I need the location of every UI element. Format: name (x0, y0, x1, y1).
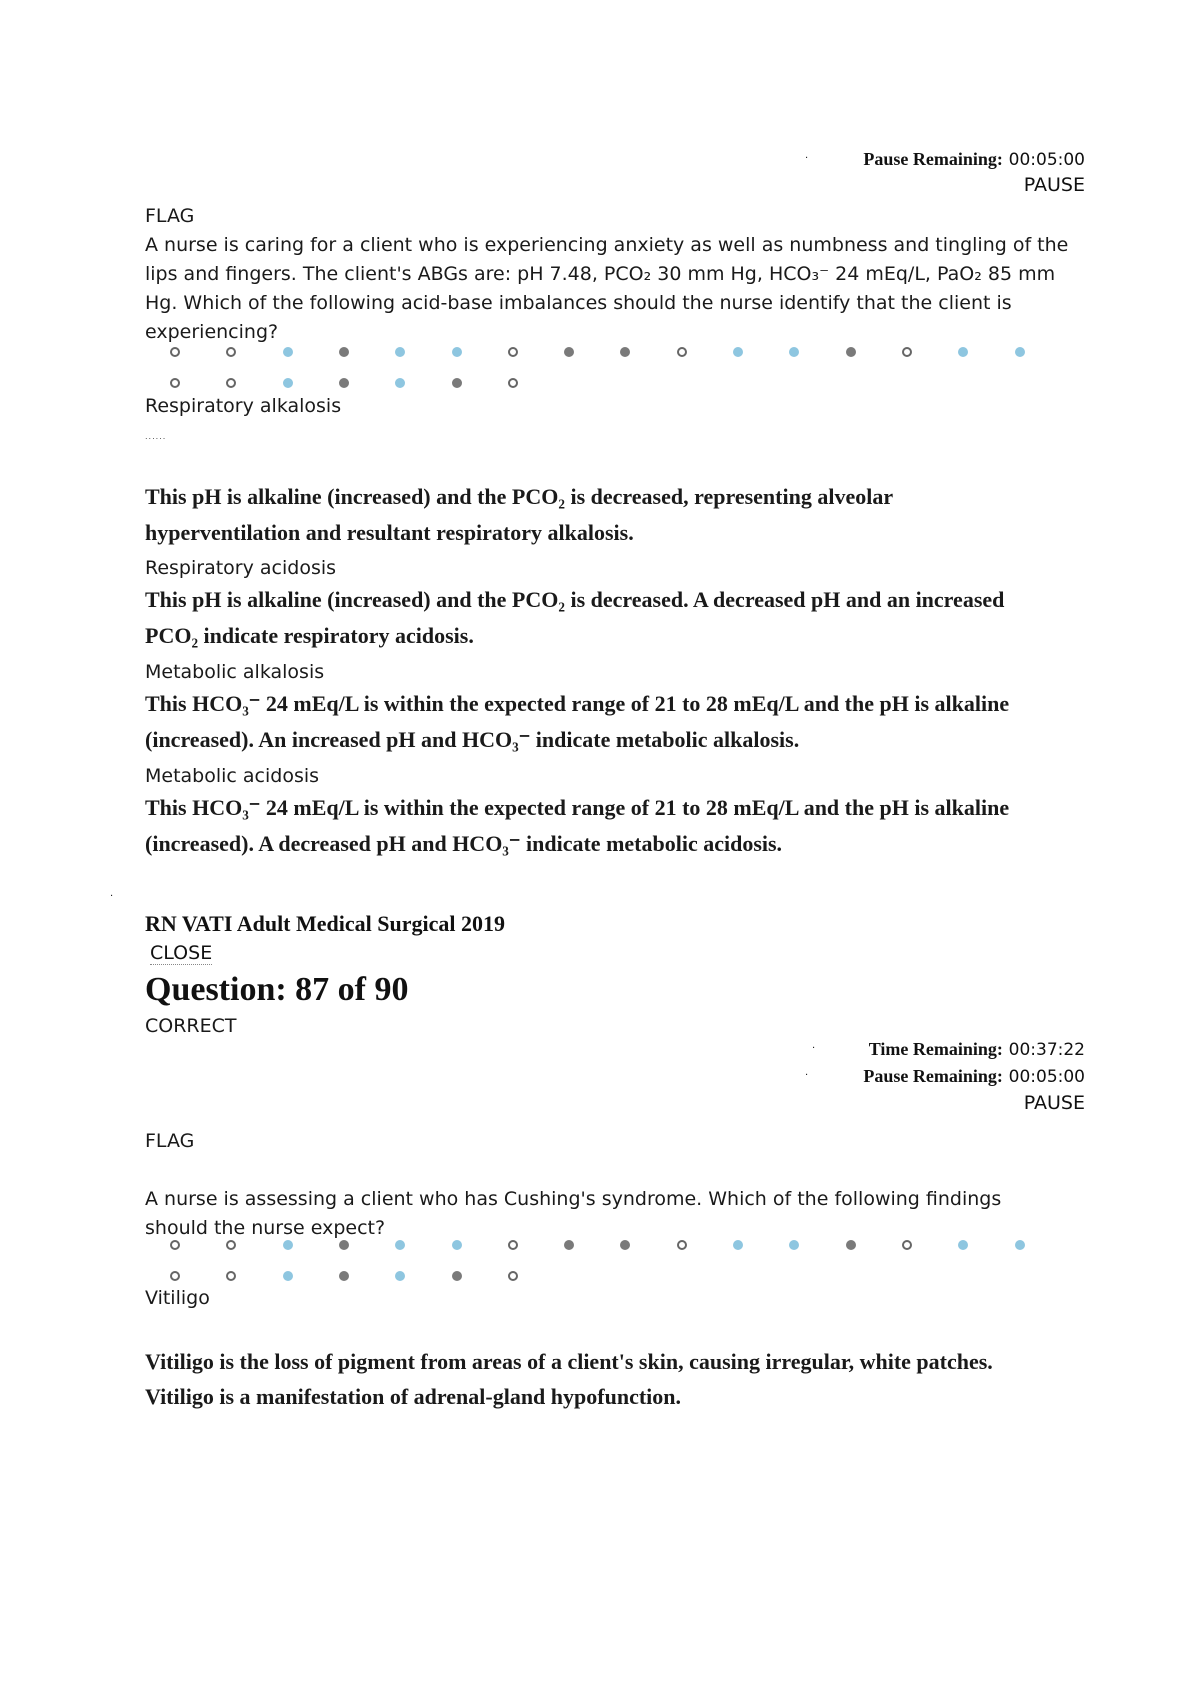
question-line: should the nurse expect? (145, 1217, 386, 1239)
time-remaining (869, 1036, 1085, 1063)
progress-dot[interactable] (170, 1240, 180, 1250)
progress-dot[interactable] (395, 1240, 405, 1250)
option-rationale (145, 479, 1095, 551)
progress-dot[interactable] (508, 378, 518, 388)
answer-option-label[interactable]: Metabolic acidosis (145, 765, 320, 787)
question-line: experiencing? (145, 321, 279, 343)
question-heading: Question: 87 of 90 (145, 971, 409, 1008)
progress-dot[interactable] (958, 347, 968, 357)
progress-dot[interactable] (846, 1240, 856, 1250)
option-rationale (145, 790, 1095, 862)
progress-dot[interactable] (1015, 347, 1025, 357)
rationale-line: hyperventilation and resultant respiratory alkalosis. (145, 520, 634, 545)
progress-dot[interactable] (339, 1240, 349, 1250)
progress-dot[interactable] (283, 347, 293, 357)
rationale-line: This pH is alkaline (increased) and the PCO₂ is decreased. A decreased pH and an increased (145, 587, 1005, 612)
progress-dot[interactable] (339, 1271, 349, 1281)
progress-dot[interactable] (339, 378, 349, 388)
pause-remaining-label: Pause Remaining: (863, 149, 1003, 169)
question-text (145, 231, 1085, 347)
progress-dot[interactable] (508, 1271, 518, 1281)
list-bullet: · (812, 1043, 816, 1054)
progress-dot[interactable] (677, 347, 687, 357)
progress-dot[interactable] (395, 378, 405, 388)
flag-button[interactable]: FLAG (145, 1130, 195, 1152)
progress-dot[interactable] (508, 347, 518, 357)
progress-dot[interactable] (226, 1271, 236, 1281)
course-title: RN VATI Adult Medical Surgical 2019 (145, 911, 505, 936)
progress-dot[interactable] (170, 378, 180, 388)
rationale-line: Vitiligo is a manifestation of adrenal-gland hypofunction. (145, 1384, 682, 1409)
progress-dot[interactable] (846, 347, 856, 357)
question-line: A nurse is caring for a client who is experiencing anxiety as well as numbness and tingling of the (145, 234, 1069, 256)
option-rationale (145, 686, 1095, 758)
progress-dot[interactable] (226, 347, 236, 357)
progress-dot[interactable] (564, 347, 574, 357)
progress-dot[interactable] (620, 1240, 630, 1250)
progress-dot[interactable] (452, 1271, 462, 1281)
progress-dot[interactable] (564, 1240, 574, 1250)
time-remaining-value: 00:37:22 (1008, 1040, 1085, 1060)
close-button-wrap[interactable] (150, 940, 212, 966)
progress-dot[interactable] (452, 347, 462, 357)
progress-dot[interactable] (226, 378, 236, 388)
list-bullet: · (805, 153, 809, 164)
list-bullet: · (110, 891, 114, 902)
pause-remaining-label: Pause Remaining: (863, 1066, 1003, 1086)
progress-dot[interactable] (733, 347, 743, 357)
progress-dot[interactable] (452, 1240, 462, 1250)
progress-dot[interactable] (508, 1240, 518, 1250)
rationale-line: (increased). A decreased pH and HCO₃⁻ indicate metabolic acidosis. (145, 831, 783, 856)
answer-option-label[interactable]: Metabolic alkalosis (145, 661, 325, 683)
pause-button[interactable]: PAUSE (1023, 1092, 1085, 1114)
answer-option-label[interactable]: Vitiligo (145, 1287, 210, 1309)
rationale-line: This HCO₃⁻ 24 mEq/L is within the expected range of 21 to 28 mEq/L and the pH is alkaline (145, 795, 1010, 820)
progress-dot[interactable] (283, 1240, 293, 1250)
answer-option-label[interactable]: Respiratory acidosis (145, 557, 337, 579)
pause-remaining-value: 00:05:00 (1008, 1067, 1085, 1087)
progress-dot[interactable] (339, 347, 349, 357)
flag-button[interactable]: FLAG (145, 205, 195, 227)
progress-dot[interactable] (1015, 1240, 1025, 1250)
progress-dot[interactable] (170, 347, 180, 357)
answer-option-label[interactable]: Respiratory alkalosis (145, 395, 342, 417)
option-rationale (145, 582, 1095, 654)
progress-dot[interactable] (789, 1240, 799, 1250)
question-line: lips and fingers. The client's ABGs are: pH 7.48, PCO₂ 30 mm Hg, HCO₃⁻ 24 mEq/L, PaO₂ 85 mm (145, 263, 1056, 285)
list-bullet: · (805, 1070, 809, 1081)
question-line: Hg. Which of the following acid-base imbalances should the nurse identify that the client is (145, 292, 1012, 314)
progress-dot[interactable] (958, 1240, 968, 1250)
pause-remaining-value: 00:05:00 (1008, 150, 1085, 170)
rationale-line: This HCO₃⁻ 24 mEq/L is within the expected range of 21 to 28 mEq/L and the pH is alkaline (145, 691, 1010, 716)
progress-dot[interactable] (620, 347, 630, 357)
progress-dot[interactable] (283, 1271, 293, 1281)
progress-dot[interactable] (395, 1271, 405, 1281)
progress-dot[interactable] (789, 347, 799, 357)
progress-dot[interactable] (226, 1240, 236, 1250)
close-button[interactable]: CLOSE (150, 942, 213, 964)
option-marker: ...... (145, 432, 167, 441)
progress-dot[interactable] (902, 347, 912, 357)
option-rationale (145, 1344, 1095, 1414)
progress-dot[interactable] (395, 347, 405, 357)
pause-remaining (863, 146, 1085, 173)
rationale-line: Vitiligo is the loss of pigment from areas of a client's skin, causing irregular, white patches. (145, 1349, 993, 1374)
question-text (145, 1185, 1085, 1243)
rationale-line: This pH is alkaline (increased) and the PCO₂ is decreased, representing alveolar (145, 484, 894, 509)
time-remaining-label: Time Remaining: (868, 1039, 1003, 1059)
progress-dot[interactable] (170, 1271, 180, 1281)
rationale-line: PCO₂ indicate respiratory acidosis. (145, 623, 474, 648)
pause-button[interactable]: PAUSE (1023, 174, 1085, 196)
progress-dot[interactable] (452, 378, 462, 388)
progress-dot[interactable] (733, 1240, 743, 1250)
rationale-line: (increased). An increased pH and HCO₃⁻ indicate metabolic alkalosis. (145, 727, 800, 752)
progress-dot[interactable] (902, 1240, 912, 1250)
status-badge: CORRECT (145, 1015, 237, 1037)
progress-dot[interactable] (677, 1240, 687, 1250)
progress-dot[interactable] (283, 378, 293, 388)
question-line: A nurse is assessing a client who has Cushing's syndrome. Which of the following findings (145, 1188, 1002, 1210)
pause-remaining (863, 1063, 1085, 1090)
